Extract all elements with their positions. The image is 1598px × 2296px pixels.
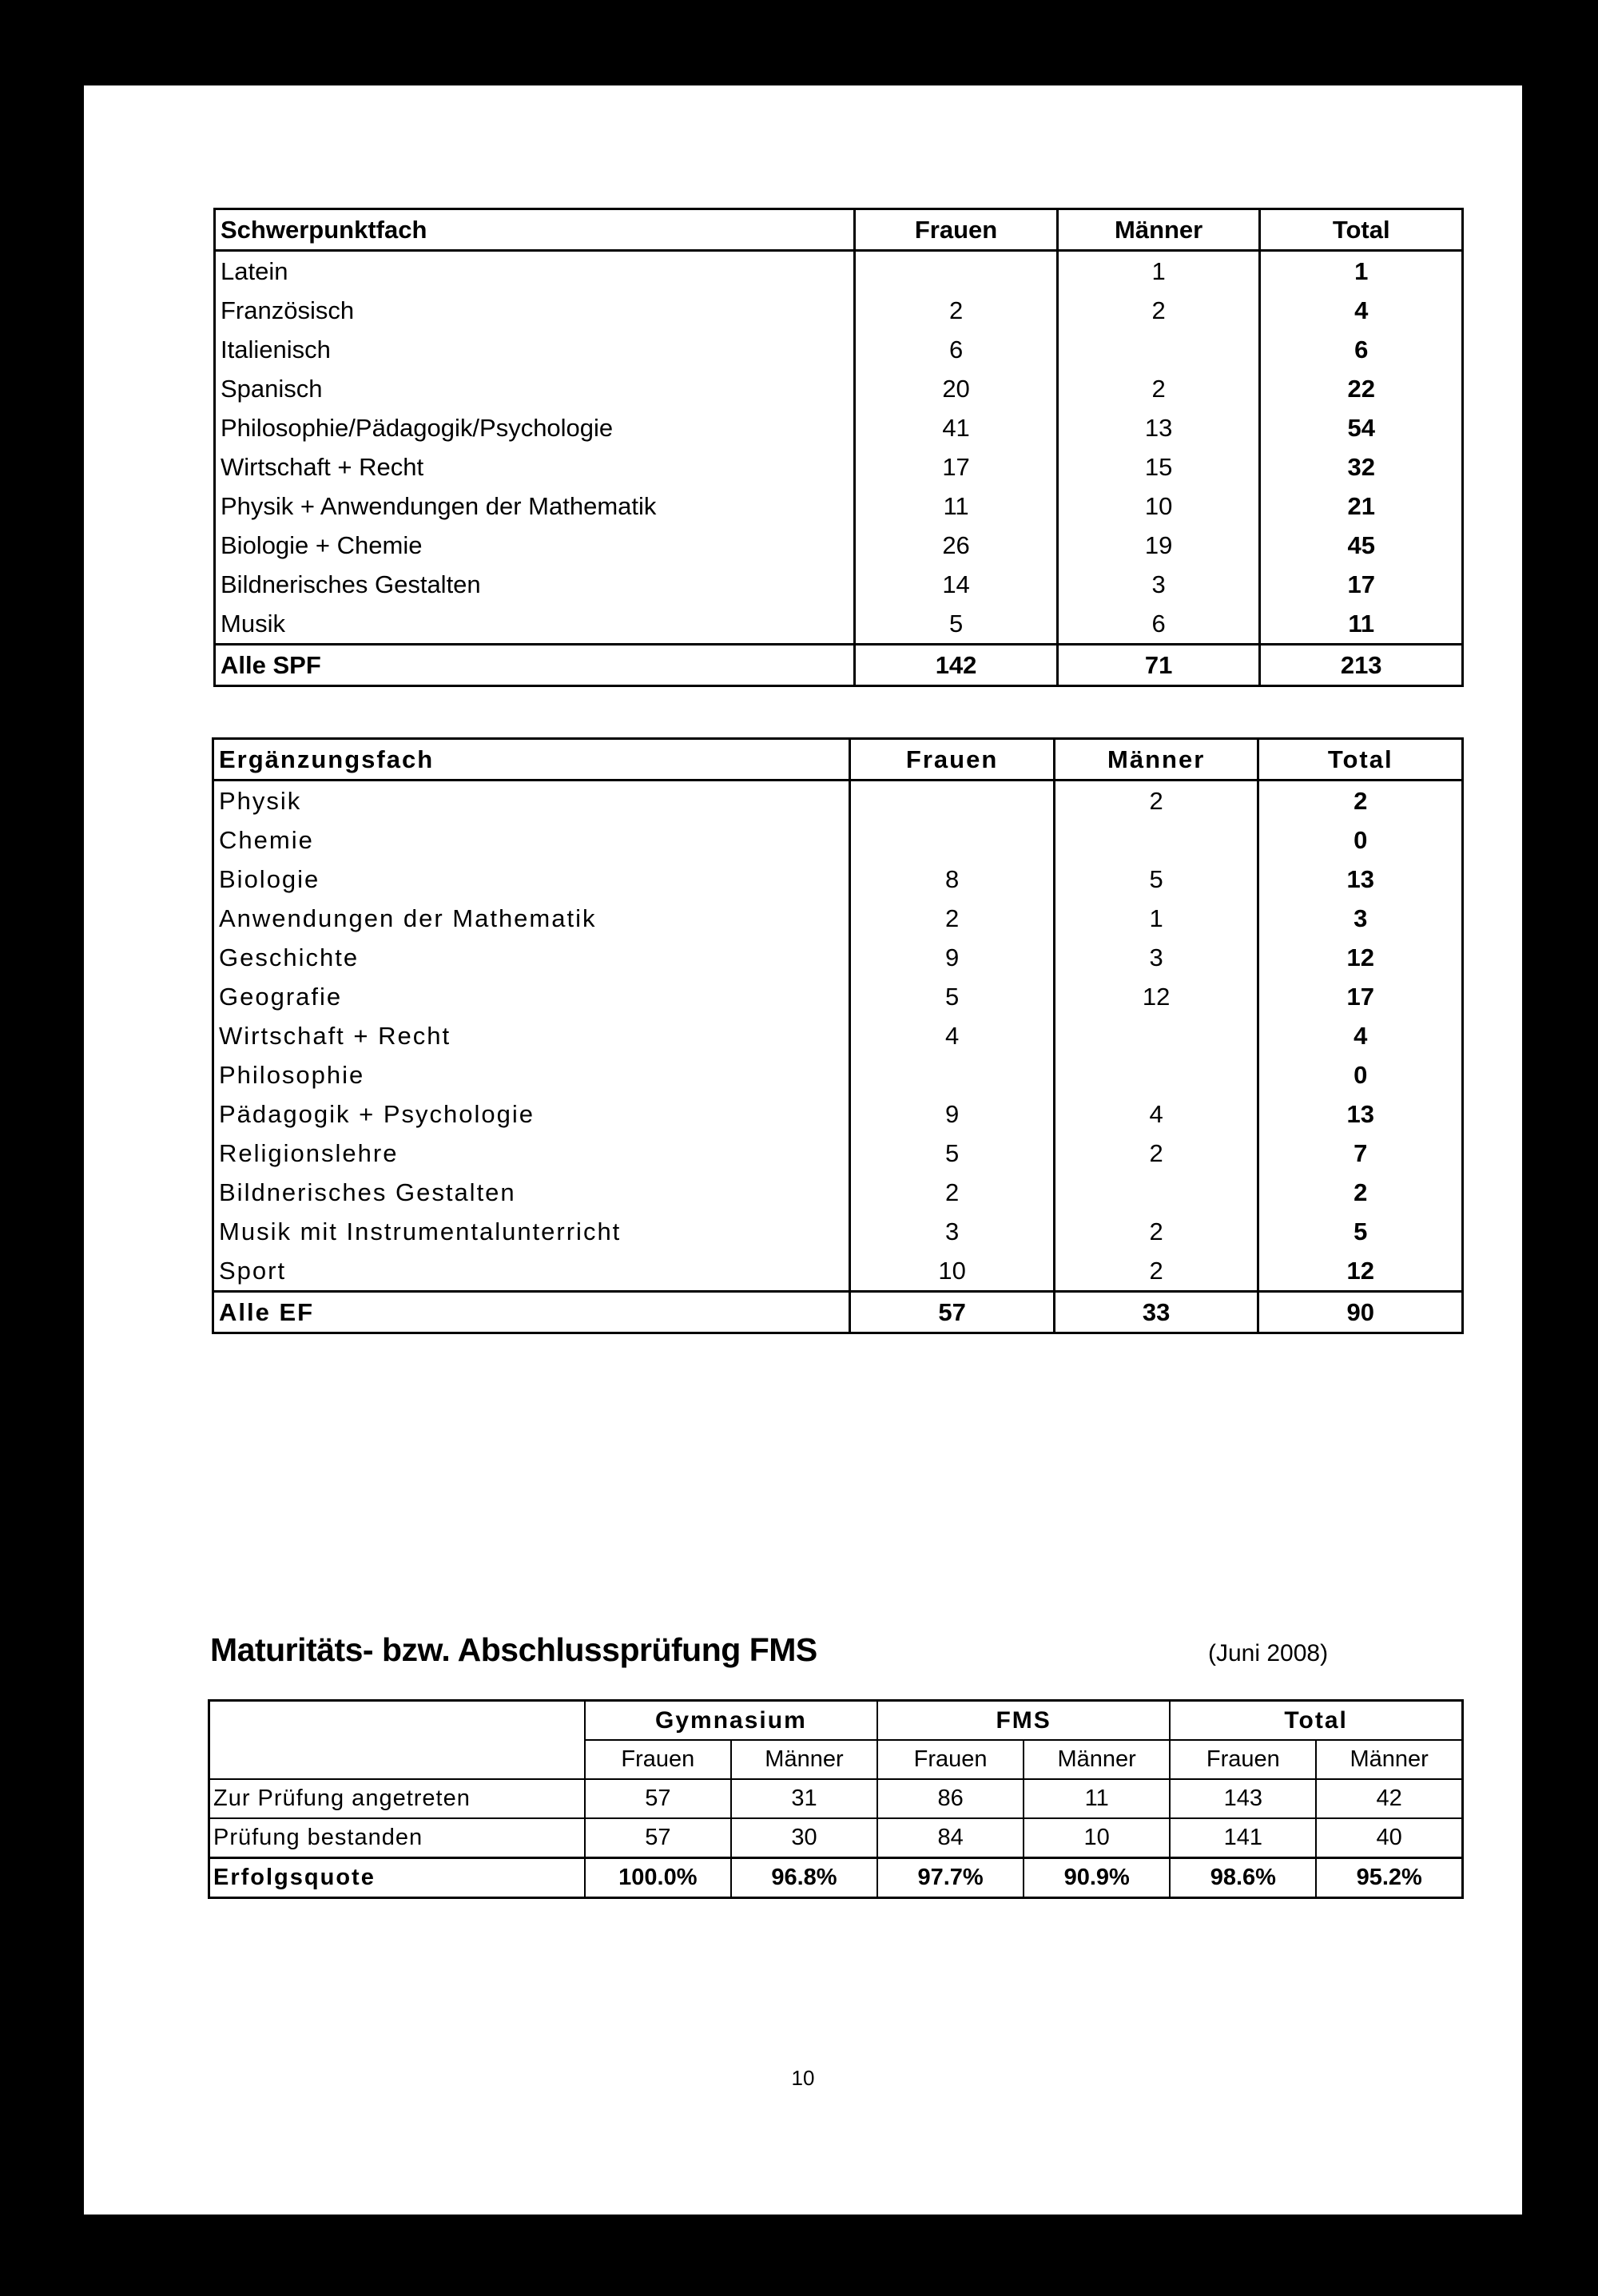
row-label: Sport (219, 1257, 287, 1285)
subheader-cell: Frauen (877, 1740, 1024, 1779)
subheader-cell: Frauen (585, 1740, 731, 1779)
row-value: 10 (1024, 1818, 1170, 1858)
row-value: 2 (1054, 781, 1258, 821)
row-value: 2 (1054, 1251, 1258, 1292)
row-value: 9 (850, 1094, 1055, 1134)
row-value: 4 (1258, 1016, 1463, 1055)
table-row (215, 408, 1463, 447)
row-value: 10 (850, 1251, 1055, 1292)
group-gymnasium: Gymnasium (585, 1701, 877, 1741)
quota-cell: 95.2% (1316, 1858, 1462, 1898)
header-men: Männer (1054, 739, 1258, 781)
exam-quota-row (209, 1858, 1463, 1898)
row-value: 143 (1170, 1779, 1316, 1818)
row-value: 4 (850, 1016, 1055, 1055)
row-label: Spanisch (221, 375, 323, 403)
table-header-row (215, 209, 1463, 251)
table-row (209, 1779, 1463, 1818)
row-label: Zur Prüfung angetreten (209, 1779, 585, 1818)
row-value: 31 (731, 1779, 877, 1818)
row-value (850, 820, 1055, 860)
row-value: 17 (1260, 565, 1463, 604)
total-label: Alle SPF (215, 645, 855, 686)
row-value: 13 (1057, 408, 1260, 447)
row-value: 12 (1054, 977, 1258, 1016)
subheader-cell: Männer (1316, 1740, 1462, 1779)
row-value: 45 (1260, 526, 1463, 565)
table-row (213, 860, 1463, 899)
table-row (215, 291, 1463, 330)
row-label: Französisch (221, 296, 355, 324)
row-value: 2 (850, 899, 1055, 938)
row-value: 17 (855, 447, 1058, 487)
row-value: 6 (1057, 604, 1260, 645)
row-value: 21 (1260, 487, 1463, 526)
table-row (213, 781, 1463, 821)
row-value: 30 (731, 1818, 877, 1858)
total-men: 71 (1057, 645, 1260, 686)
row-value: 57 (585, 1818, 731, 1858)
row-value: 86 (877, 1779, 1024, 1818)
table-row (213, 1094, 1463, 1134)
document-page (84, 85, 1522, 2215)
row-value: 3 (850, 1212, 1055, 1251)
row-value: 20 (855, 369, 1058, 408)
header-women: Frauen (855, 209, 1058, 251)
quota-label: Erfolgsquote (209, 1858, 585, 1898)
row-value: 4 (1260, 291, 1463, 330)
row-value: 14 (855, 565, 1058, 604)
row-value: 11 (1024, 1779, 1170, 1818)
row-value: 5 (855, 604, 1058, 645)
row-value: 1 (1260, 251, 1463, 292)
row-label: Pädagogik + Psychologie (219, 1100, 535, 1128)
schwerpunktfach-table (213, 208, 1464, 687)
row-value: 12 (1258, 938, 1463, 977)
row-value: 41 (855, 408, 1058, 447)
row-value (850, 1055, 1055, 1094)
table-row (213, 977, 1463, 1016)
row-value: 0 (1258, 1055, 1463, 1094)
quota-cell: 96.8% (731, 1858, 877, 1898)
row-value: 4 (1054, 1094, 1258, 1134)
row-value: 12 (1258, 1251, 1463, 1292)
table-row (213, 1251, 1463, 1292)
row-label: Wirtschaft + Recht (221, 453, 424, 481)
quota-cell: 90.9% (1024, 1858, 1170, 1898)
table-row (215, 251, 1463, 292)
exam-section-title: Maturitäts- bzw. Abschlussprüfung FMS (210, 1631, 817, 1668)
table-row (213, 899, 1463, 938)
row-value: 3 (1057, 565, 1260, 604)
row-value: 2 (1258, 781, 1463, 821)
row-value (1054, 1016, 1258, 1055)
row-label: Italienisch (221, 336, 331, 363)
table-row (209, 1818, 1463, 1858)
row-value: 2 (1258, 1173, 1463, 1212)
row-value (1054, 820, 1258, 860)
row-label: Prüfung bestanden (209, 1818, 585, 1858)
row-label: Bildnerisches Gestalten (219, 1178, 516, 1206)
row-value: 2 (850, 1173, 1055, 1212)
row-value: 3 (1054, 938, 1258, 977)
table-row (215, 565, 1463, 604)
header-subject: Ergänzungsfach (213, 739, 850, 781)
ergaenzungsfach-table (212, 737, 1464, 1334)
table-total-row (215, 645, 1463, 686)
quota-cell: 98.6% (1170, 1858, 1316, 1898)
exam-corner-cell (209, 1701, 585, 1780)
row-value: 1 (1057, 251, 1260, 292)
row-label: Philosophie/Pädagogik/Psychologie (221, 414, 614, 442)
row-value (1057, 330, 1260, 369)
table-total-row (213, 1292, 1463, 1333)
row-value: 11 (855, 487, 1058, 526)
exam-group-header-row (209, 1701, 1463, 1741)
row-label: Biologie + Chemie (221, 531, 423, 559)
row-value: 5 (850, 1134, 1055, 1173)
page-number: 10 (791, 2066, 815, 2090)
total-total: 90 (1258, 1292, 1463, 1333)
row-label: Bildnerisches Gestalten (221, 570, 481, 598)
row-label: Musik (221, 610, 285, 638)
row-label: Musik mit Instrumentalunterricht (219, 1218, 622, 1245)
subheader-cell: Männer (731, 1740, 877, 1779)
row-value: 1 (1054, 899, 1258, 938)
exam-section-date: (Juni 2008) (1208, 1640, 1329, 1666)
row-label: Chemie (219, 826, 314, 854)
row-value: 11 (1260, 604, 1463, 645)
row-value: 13 (1258, 1094, 1463, 1134)
row-label: Philosophie (219, 1061, 365, 1089)
row-value (850, 781, 1055, 821)
total-label: Alle EF (213, 1292, 850, 1333)
row-label: Wirtschaft + Recht (219, 1022, 451, 1050)
table-row (215, 330, 1463, 369)
row-value (1054, 1055, 1258, 1094)
table-header-row (213, 739, 1463, 781)
total-total: 213 (1260, 645, 1463, 686)
row-value: 0 (1258, 820, 1463, 860)
row-value: 2 (1057, 369, 1260, 408)
table-row (213, 820, 1463, 860)
row-label: Geografie (219, 983, 343, 1011)
row-value: 5 (1054, 860, 1258, 899)
row-label: Religionslehre (219, 1139, 399, 1167)
row-label: Biologie (219, 865, 320, 893)
row-value: 2 (1057, 291, 1260, 330)
row-value: 9 (850, 938, 1055, 977)
table-row (215, 604, 1463, 645)
row-value: 40 (1316, 1818, 1462, 1858)
row-value: 6 (855, 330, 1058, 369)
row-value: 141 (1170, 1818, 1316, 1858)
table-row (215, 369, 1463, 408)
quota-cell: 100.0% (585, 1858, 731, 1898)
row-value: 2 (1054, 1212, 1258, 1251)
subheader-cell: Frauen (1170, 1740, 1316, 1779)
row-value: 2 (855, 291, 1058, 330)
exam-results-table (208, 1699, 1464, 1899)
row-value: 15 (1057, 447, 1260, 487)
total-women: 57 (850, 1292, 1055, 1333)
row-value: 32 (1260, 447, 1463, 487)
table-row (213, 1016, 1463, 1055)
row-value: 17 (1258, 977, 1463, 1016)
table-row (215, 447, 1463, 487)
header-total: Total (1258, 739, 1463, 781)
row-value: 84 (877, 1818, 1024, 1858)
quota-cell: 97.7% (877, 1858, 1024, 1898)
group-total: Total (1170, 1701, 1462, 1741)
header-total: Total (1260, 209, 1463, 251)
row-value: 19 (1057, 526, 1260, 565)
row-value: 6 (1260, 330, 1463, 369)
row-value: 3 (1258, 899, 1463, 938)
row-value: 2 (1054, 1134, 1258, 1173)
group-fms: FMS (877, 1701, 1170, 1741)
row-value: 13 (1258, 860, 1463, 899)
row-value: 5 (1258, 1212, 1463, 1251)
row-value: 57 (585, 1779, 731, 1818)
table-row (213, 1212, 1463, 1251)
row-value: 42 (1316, 1779, 1462, 1818)
subheader-cell: Männer (1024, 1740, 1170, 1779)
row-value: 7 (1258, 1134, 1463, 1173)
row-value: 54 (1260, 408, 1463, 447)
row-label: Geschichte (219, 943, 360, 971)
table-row (215, 487, 1463, 526)
row-value: 5 (850, 977, 1055, 1016)
table-row (215, 526, 1463, 565)
row-value: 26 (855, 526, 1058, 565)
row-label: Anwendungen der Mathematik (219, 904, 597, 932)
table-row (213, 1134, 1463, 1173)
row-value: 10 (1057, 487, 1260, 526)
row-value: 8 (850, 860, 1055, 899)
header-subject: Schwerpunktfach (215, 209, 855, 251)
row-label: Physik + Anwendungen der Mathematik (221, 492, 657, 520)
row-label: Physik (219, 787, 302, 815)
total-men: 33 (1054, 1292, 1258, 1333)
row-value (855, 251, 1058, 292)
total-women: 142 (855, 645, 1058, 686)
table-row (213, 1173, 1463, 1212)
table-row (213, 938, 1463, 977)
header-men: Männer (1057, 209, 1260, 251)
header-women: Frauen (850, 739, 1055, 781)
table-row (213, 1055, 1463, 1094)
row-value: 22 (1260, 369, 1463, 408)
row-label: Latein (221, 257, 288, 285)
row-value (1054, 1173, 1258, 1212)
